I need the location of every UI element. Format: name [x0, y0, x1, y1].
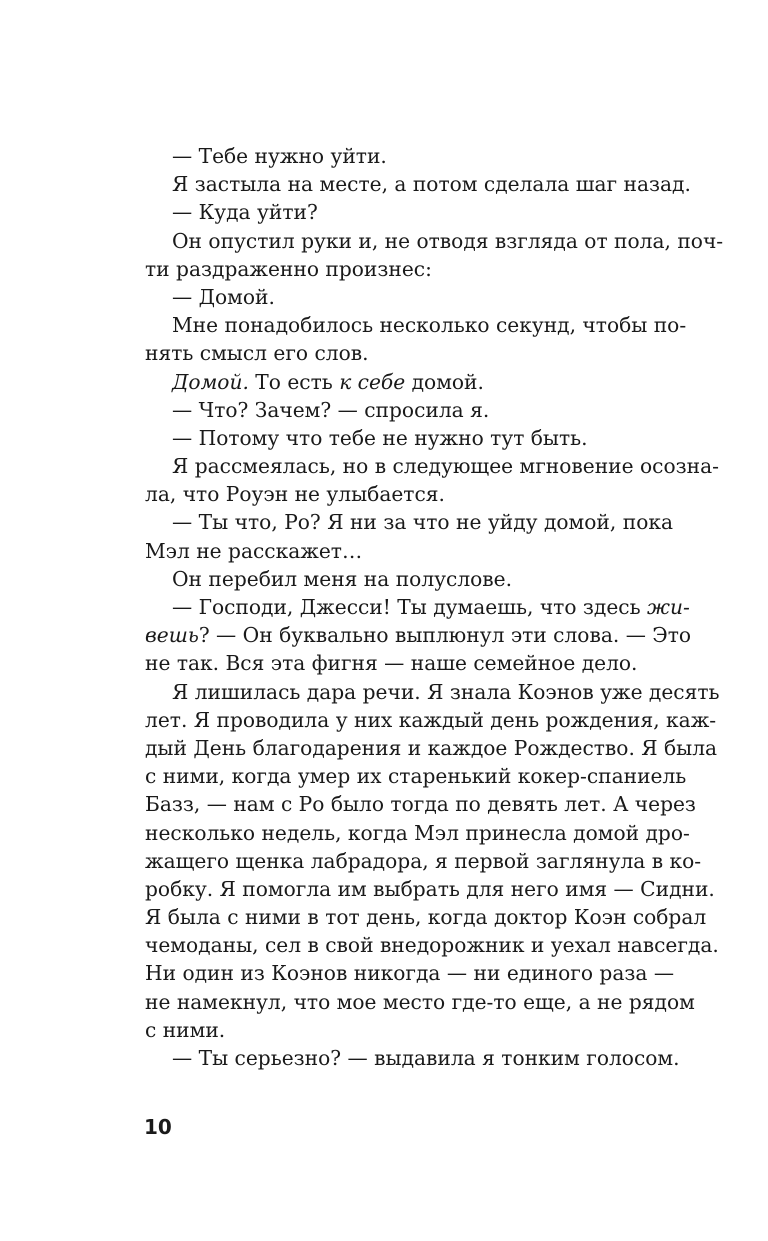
text-line: чемоданы, сел в свой внедорожник и уехал навсегда.	[145, 933, 719, 958]
text-line: Мэл не расскажет…	[145, 538, 363, 563]
page-number: 10	[144, 1115, 172, 1139]
text-line: с ними, когда умер их старенький кокер-спаниель	[145, 764, 687, 789]
text-line: ти раздраженно произнес:	[145, 256, 432, 281]
text-line: с ними.	[145, 1017, 226, 1042]
text-line: — Домой.	[172, 284, 275, 309]
text-line: Я была с ними в тот день, когда доктор Коэн собрал	[145, 905, 707, 930]
text-line: Мне понадобилось несколько секунд, чтобы по-	[172, 313, 687, 338]
italic-word: Домой.	[172, 369, 249, 394]
text-fragment: То есть	[248, 369, 340, 394]
text-line: — Ты серьезно? — выдавила я тонким голосом.	[172, 1046, 680, 1070]
text-line: Я застыла на месте, а потом сделала шаг назад.	[172, 172, 691, 197]
text-line: — Потому что тебе не нужно тут быть.	[172, 425, 588, 450]
text-line: робку. Я помогла им выбрать для него имя — Сидни.	[145, 876, 715, 901]
text-line: Я лишилась дара речи. Я знала Коэнов уже десять	[172, 679, 720, 704]
italic-word: вешь	[145, 623, 199, 648]
text-line: дый День благодарения и каждое Рождество. Я была	[145, 735, 718, 760]
text-line: лет. Я проводила у них каждый день рождения, каж-	[145, 707, 717, 732]
text-fragment: — Господи, Джесси! Ты думаешь, что здесь	[172, 595, 648, 619]
text-line: Ни один из Коэнов никогда — ни единого раза —	[145, 961, 675, 986]
text-line: нять смысл его слов.	[145, 341, 369, 366]
text-line: несколько недель, когда Мэл принесла домой дро-	[145, 820, 690, 845]
text-line: Базз, — нам с Ро было тогда по девять лет. А через	[145, 792, 696, 817]
text-fragment: домой.	[405, 369, 484, 394]
text-fragment: ? — Он буквально выплюнул эти слова. — Это	[198, 623, 692, 648]
text-line-mixed	[145, 368, 673, 396]
text-line-mixed	[145, 621, 692, 649]
text-line: не намекнул, что мое место где-то еще, а не рядом	[145, 989, 695, 1014]
text-line: Он опустил руки и, не отводя взгляда от пола, поч-	[172, 228, 724, 253]
italic-word: жи-	[647, 595, 690, 619]
text-line: Он перебил меня на полуслове.	[172, 566, 513, 591]
text-line: — Что? Зачем? — спросила я.	[172, 397, 490, 422]
italic-word: к себе	[339, 369, 406, 394]
text-line: — Тебе нужно уйти.	[172, 144, 387, 168]
text-line: — Куда уйти?	[172, 200, 318, 225]
text-line-mixed	[145, 593, 690, 621]
text-line: — Ты что, Ро? Я ни за что не уйду домой, пока	[172, 510, 673, 535]
text-line: жащего щенка лабрадора, я первой заглянула в ко-	[145, 848, 702, 873]
text-line: Я рассмеялась, но в следующее мгновение осозна-	[172, 454, 719, 479]
text-line: не так. Вся эта фигня — наше семейное дело.	[145, 651, 638, 676]
text-line: ла, что Роуэн не улыбается.	[145, 482, 445, 507]
body-text	[145, 142, 724, 1072]
